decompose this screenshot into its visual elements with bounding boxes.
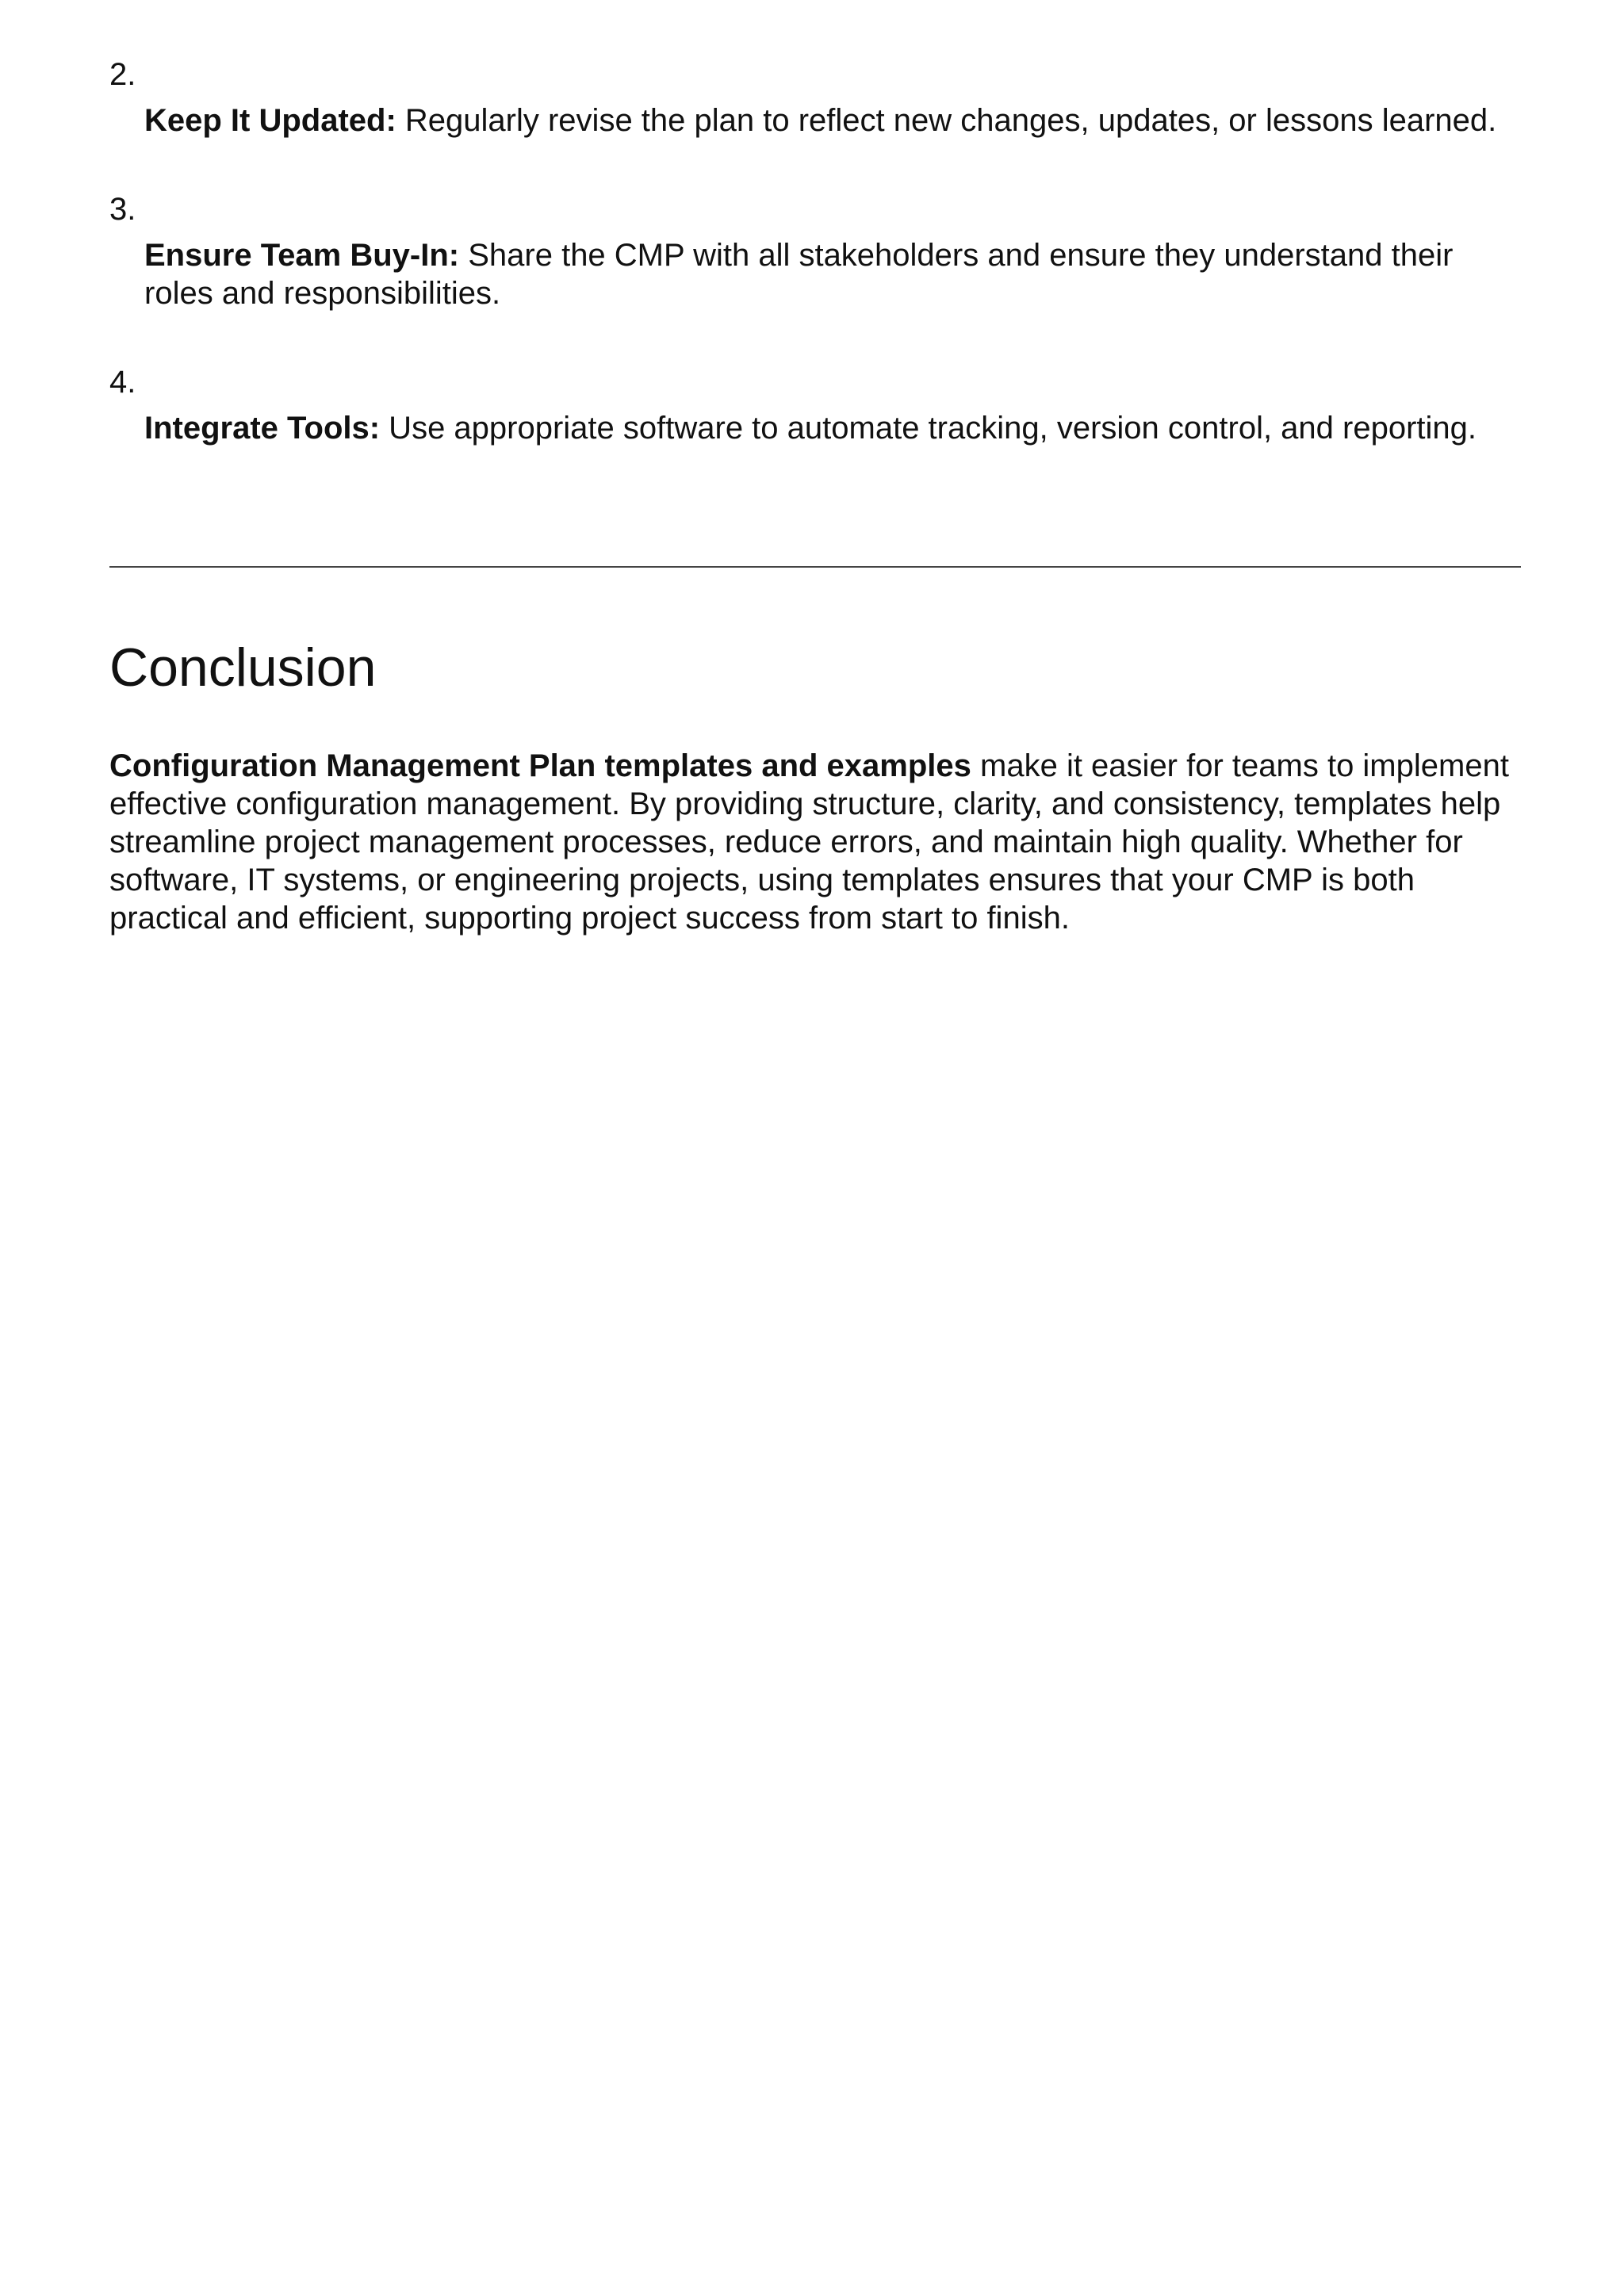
list-item-number: 4.: [109, 365, 136, 400]
list-item: [109, 363, 1521, 447]
list-item-text: Use appropriate software to automate tracking, version control, and reporting.: [380, 411, 1477, 446]
list-item-text: Share the CMP with all stakeholders and ensure they understand their roles and responsibilities.: [144, 238, 1454, 311]
list-item: [109, 55, 1521, 140]
list-item-number: 2.: [109, 57, 136, 92]
conclusion-paragraph: [109, 747, 1529, 937]
section-divider: [109, 566, 1521, 568]
list-item-number: 3.: [109, 192, 136, 227]
list-item-title: Integrate Tools:: [144, 411, 381, 446]
list-item-title: Ensure Team Buy-In:: [144, 238, 460, 273]
list-item: [109, 190, 1521, 312]
list-item-body: [109, 101, 1521, 140]
list-item-text: Regularly revise the plan to reflect new changes, updates, or lessons learned.: [396, 103, 1497, 138]
section-heading-conclusion: Conclusion: [109, 637, 377, 698]
list-item-body: [109, 409, 1521, 447]
list-item-body: [109, 236, 1521, 312]
list-item-title: Keep It Updated:: [144, 103, 396, 138]
conclusion-lead: Configuration Management Plan templates and examples: [109, 748, 971, 783]
conclusion-body: make it easier for teams to implement effective configuration management. By providing structure, clarity, and consistency, templates help streamline project management processes, reduce errors, and maintain high quality. Whether for software, IT systems, or engineering projects, using templates ensures that your CMP is both practical and efficient, supporting project success from start to finish.: [109, 748, 1509, 936]
